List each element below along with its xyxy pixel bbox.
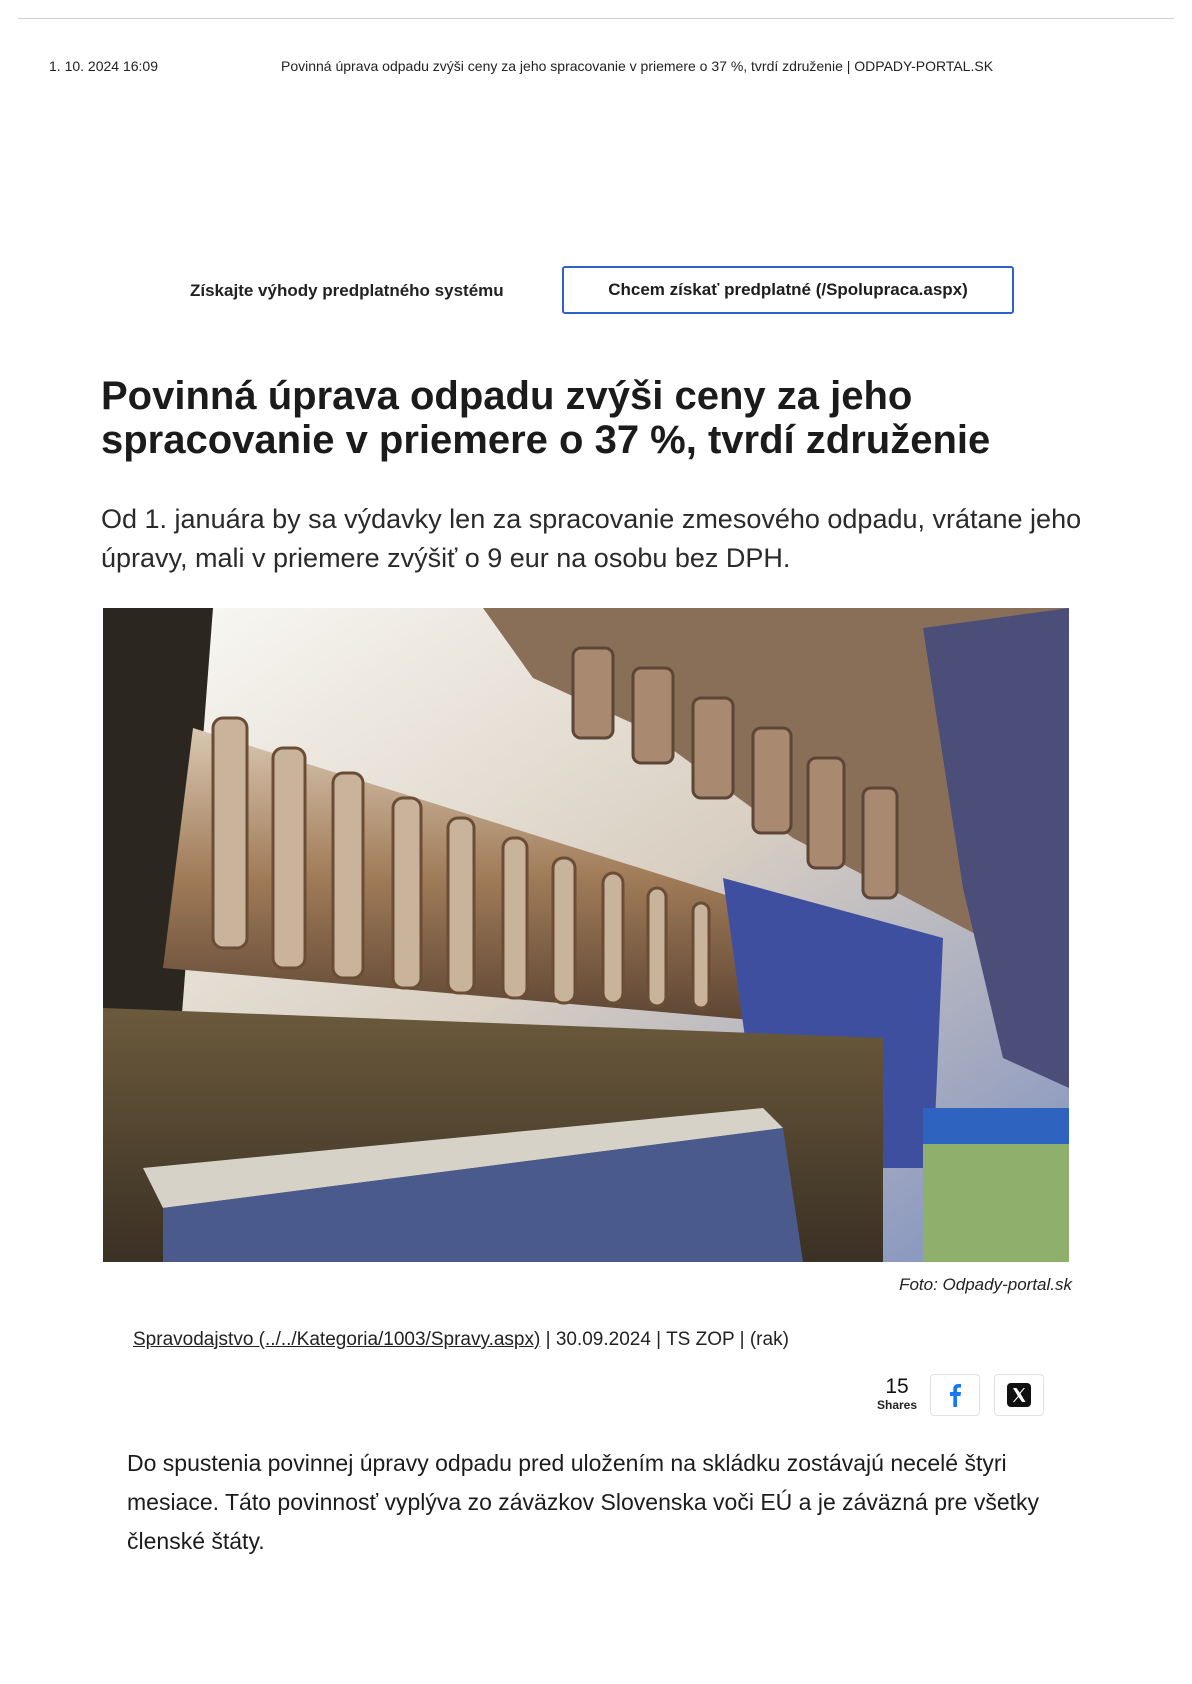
subscribe-button[interactable]: Chcem získať predplatné (/Spolupraca.aspx) xyxy=(562,266,1014,314)
share-count: 15 xyxy=(885,1375,909,1398)
meta-separator: | xyxy=(540,1329,556,1350)
facebook-icon xyxy=(948,1383,962,1407)
article-meta xyxy=(133,1329,789,1351)
article-source: TS ZOP xyxy=(666,1329,735,1350)
article-photo-shredder xyxy=(103,608,1069,1262)
facebook-share-button[interactable] xyxy=(930,1374,980,1416)
photo-caption: Foto: Odpady-portal.sk xyxy=(899,1275,1072,1294)
article-body: Do spustenia povinnej úpravy odpadu pred uložením na skládku zostávajú necelé štyri mesiace. Táto povinnosť vyplýva zo záväzkov Slovenska voči EÚ a je záväzná pre všetky členské štáty. xyxy=(127,1450,1040,1554)
article-author: (rak) xyxy=(749,1329,789,1350)
meta-separator: | xyxy=(650,1329,667,1350)
print-page-title: Povinná úprava odpadu zvýši ceny za jeho spracovanie v priemere o 37 %, tvrdí združenie | ODPADY-PORTAL.SK xyxy=(281,58,994,74)
page-top-rule xyxy=(18,18,1174,19)
x-icon xyxy=(1007,1383,1031,1407)
x-share-button[interactable] xyxy=(994,1374,1044,1416)
share-label: Shares xyxy=(876,1398,918,1412)
meta-separator: | xyxy=(734,1329,750,1350)
article-lead: Od 1. januára by sa výdavky len za spracovanie zmesového odpadu, vrátane jeho úpravy, mali v priemere zvýšiť o 9 eur na osobu bez DPH. xyxy=(101,504,1082,573)
subscription-promo-text: Získajte výhody predplatného systému xyxy=(190,281,504,300)
article-headline: Povinná úprava odpadu zvýši ceny za jeho spracovanie v priemere o 37 %, tvrdí združenie xyxy=(101,374,991,462)
share-counter xyxy=(872,1376,922,1412)
category-link[interactable]: Spravodajstvo (../../Kategoria/1003/Spravy.aspx) xyxy=(133,1329,541,1350)
article-date: 30.09.2024 xyxy=(555,1329,651,1350)
print-date: 1. 10. 2024 16:09 xyxy=(49,58,158,74)
